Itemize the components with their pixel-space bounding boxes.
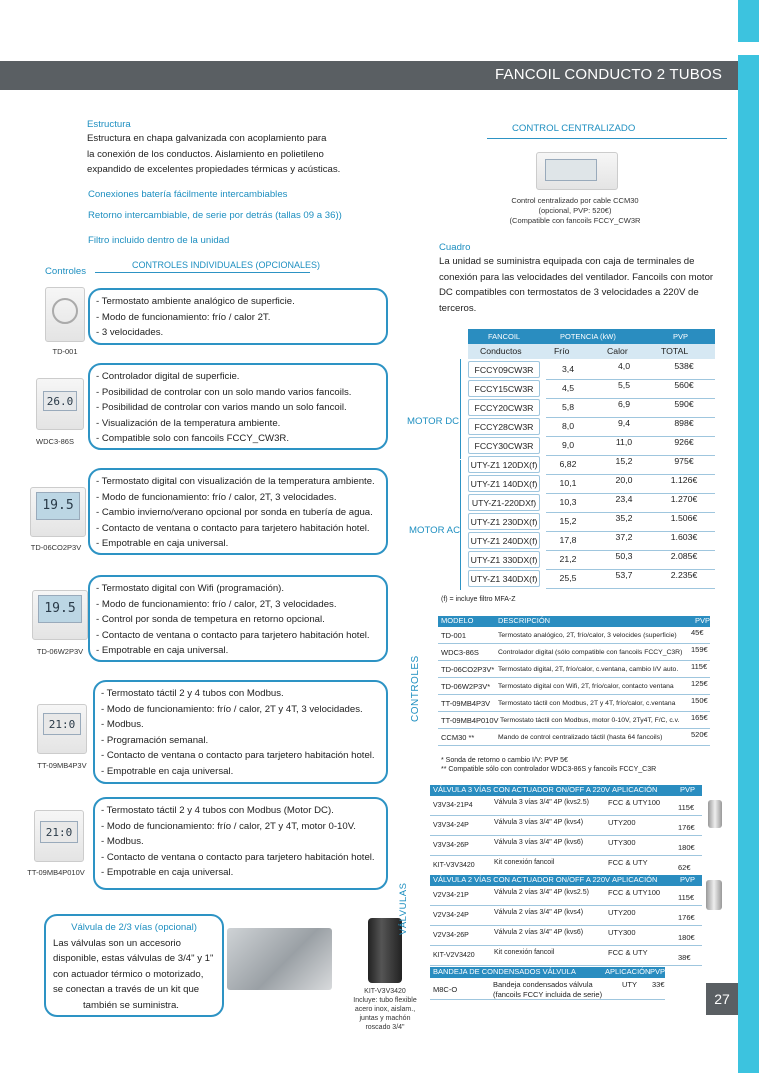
estructura-text: Estructura en chapa galvanizada con acoplamiento para la conexión de los conductos. Aislamiento en polietileno expandido de excelentes propiedades térmicas y acústicas.	[87, 133, 341, 175]
heat-cell: 5,5	[617, 380, 631, 390]
price-cell: 1.603€	[670, 532, 698, 542]
fancoil-row	[468, 456, 715, 473]
valve2-table-header: VÁLVULA 2 VÍAS CON ACTUADOR ON/OFF A 220V APLICACIÓN PVP	[430, 875, 702, 886]
model-cell: FCCY28CW3R	[468, 418, 540, 435]
valve-row	[430, 946, 702, 966]
cold-cell: 17,8	[559, 535, 577, 545]
application-cell: UTY200	[608, 818, 636, 827]
application-cell: FCC & UTY	[608, 948, 648, 957]
cold-cell: 4,5	[561, 383, 575, 393]
price-cell: 62€	[678, 863, 691, 872]
model-cell: UTY-Z1 240DX(f)	[468, 532, 540, 549]
cold-cell: 5,8	[561, 402, 575, 412]
cold-cell: 3,4	[561, 364, 575, 374]
description-cell: Válvula 2 vías 3/4" 4P (kvs4)	[494, 909, 584, 916]
price-cell: 45€	[691, 628, 704, 637]
bandeja-row: M8C-O Bandeja condensados válvula (fancoils FCCY incluida de serie) UTY 33€	[430, 978, 665, 1000]
application-cell: UTY300	[608, 838, 636, 847]
price-cell: 176€	[678, 913, 695, 922]
description-cell: Válvula 3 vías 3/4" 4P (kvs6)	[494, 839, 584, 846]
price-cell: 115€	[691, 662, 708, 671]
fancoil-table-header: FANCOIL POTENCIA (kW) PVP	[468, 329, 715, 344]
model-cell: FCCY20CW3R	[468, 399, 540, 416]
bracket-ac	[460, 460, 461, 590]
model-cell: TD-06W2P3V*	[441, 682, 491, 691]
controles-title: CONTROLES INDIVIDUALES (OPCIONALES)	[132, 260, 321, 270]
model-table-header: MODELO DESCRIPCIÓN PVP	[438, 616, 710, 627]
valve-row	[430, 856, 702, 876]
model-cell: UTY-Z1 140DX(f)	[468, 475, 540, 492]
model-row	[438, 661, 710, 678]
wdc3-86s-caption: WDC3-86S	[36, 437, 74, 446]
fancoil-row	[468, 437, 715, 454]
model-cell: KIT-V2V3420	[433, 952, 475, 959]
model-cell: V2V34-21P	[433, 892, 469, 899]
model-notes: * Sonda de retorno o cambio I/V: PVP 5€ ** Compatible sólo con controlador WDC3-86S y fancoils FCCY_C3R	[441, 757, 657, 773]
divider	[487, 138, 727, 139]
price-cell: 560€	[674, 380, 694, 390]
feature-item: Conexiones batería fácilmente intercambiables	[88, 189, 288, 200]
price-cell: 150€	[691, 696, 708, 705]
model-cell: V3V34-24P	[433, 822, 469, 829]
model-cell: V2V34-26P	[433, 932, 469, 939]
description-cell: Válvula 3 vías 3/4" 4P (kvs4)	[494, 819, 584, 826]
td-001-image	[45, 287, 85, 342]
wdc3-86s-description: - Controlador digital de superficie. - Posibilidad de controlar con un solo mando varios fancoils. - Posibilidad de controlar con varios mando un solo fancoil. - Visualización de la temperatura ambiente. - Compatible solo con fancoils FCCY_CW3R.	[88, 363, 388, 450]
tt-09mb4p010v-image: 21:0	[34, 810, 84, 862]
model-row	[438, 644, 710, 661]
td-06w2p3v-description: - Termostato digital con Wifi (programación). - Modo de funcionamiento: frío / calor, 2T, 3 velocidades. - Control por sonda de tempetura en retorno opcional. - Contacto de ventana o contacto para tarjetero habitación hotel. - Empotrable en caja universal.	[88, 575, 388, 662]
heat-cell: 53,7	[615, 570, 633, 580]
model-cell: V2V34-24P	[433, 912, 469, 919]
model-cell: UTY-Z1-220DXf)	[468, 494, 540, 511]
model-cell: UTY-Z1 230DX(f)	[468, 513, 540, 530]
valve3-table-header: VÁLVULA 3 VÍAS CON ACTUADOR ON/OFF A 220V APLICACIÓN PVP	[430, 785, 702, 796]
model-cell: CCM30 **	[441, 733, 475, 742]
feature-item: Filtro incluido dentro de la unidad	[88, 235, 230, 246]
model-cell: TD-06CO2P3V*	[441, 665, 495, 674]
row-separator	[546, 588, 715, 589]
heat-cell: 4,0	[617, 361, 631, 371]
price-cell: 520€	[691, 730, 708, 739]
wdc3-86s-image: 26.0	[36, 378, 84, 430]
model-row	[438, 712, 710, 729]
price-cell: 115€	[678, 803, 695, 812]
price-cell: 1.126€	[670, 475, 698, 485]
price-cell: 165€	[691, 713, 708, 722]
fancoil-row	[468, 532, 715, 549]
price-cell: 115€	[678, 893, 695, 902]
heat-cell: 9,4	[617, 418, 631, 428]
kit-hose-image	[368, 918, 402, 983]
cold-cell: 10,1	[559, 478, 577, 488]
td-06co2p3v-caption: TD-06CO2P3V	[30, 543, 82, 552]
model-cell: TD-001	[441, 631, 467, 640]
fancoil-row	[468, 513, 715, 530]
fancoil-row	[468, 475, 715, 492]
tt-09mb4p010v-description: - Termostato táctil 2 y 4 tubos con Modbus (Motor DC). - Modo de funcionamiento: frío / calor, 2T y 4T, motor 0-10V. - Modbus. - Contacto de ventana o contacto para tarjetero habitación hotel. - Empotrable en caja universal.	[93, 797, 388, 890]
controles-side-label: CONTROLES	[410, 655, 421, 722]
bandeja-table-header: BANDEJA DE CONDENSADOS VÁLVULA APLICACIÓN PVP	[430, 967, 665, 978]
valve-image	[706, 880, 722, 910]
cold-cell: 6,82	[559, 459, 577, 469]
fancoil-row	[468, 570, 715, 587]
price-cell: 180€	[678, 933, 695, 942]
model-cell: UTY-Z1 120DX(f)	[468, 456, 540, 473]
divider	[95, 272, 310, 273]
tt-09mb4p3v-description: - Termostato táctil 2 y 4 tubos con Modbus. - Modo de funcionamiento: frío / calor, 2T y 4T, 3 velocidades. - Modbus. - Programación semanal. - Contacto de ventana o contacto para tarjetero habitación hotel. - Empotrable en caja universal.	[93, 680, 388, 784]
ccm30-controller-image	[536, 152, 618, 190]
description-cell: Kit conexión fancoil	[494, 859, 555, 866]
heat-cell: 15,2	[615, 456, 633, 466]
price-cell: 159€	[691, 645, 708, 654]
kit-caption: KIT-V3V3420 Incluye: tubo flexible acero inox, aislam., juntas y machón roscado 3/4"	[353, 988, 417, 1031]
price-cell: 2.085€	[670, 551, 698, 561]
heat-cell: 11,0	[615, 437, 633, 447]
td-06co2p3v-image: 19.5	[30, 487, 86, 537]
price-cell: 590€	[674, 399, 694, 409]
price-cell: 538€	[674, 361, 694, 371]
control-central-title: CONTROL CENTRALIZADO	[512, 123, 636, 134]
valve-info-box: Válvula de 2/3 vías (opcional) Las válvulas son un accesorio disponible, estas válvulas de 3/4" y 1" con actuador térmico o motorizado, se conectan a través de un kit que también se suministra.	[44, 914, 224, 1017]
price-cell: 898€	[674, 418, 694, 428]
description-cell: Kit conexión fancoil	[494, 949, 555, 956]
fancoil-row	[468, 551, 715, 568]
model-cell: FCCY09CW3R	[468, 361, 540, 378]
motor-dc-label: MOTOR DC	[407, 416, 460, 427]
price-cell: 180€	[678, 843, 695, 852]
model-cell: UTY-Z1 340DX(f)	[468, 570, 540, 587]
description-cell: Termostato analógico, 2T, frío/calor, 3 velocides (superficie)	[498, 632, 677, 639]
title-banner	[0, 61, 738, 90]
model-cell: UTY-Z1 330DX(f)	[468, 551, 540, 568]
model-row	[438, 695, 710, 712]
feature-item: Retorno intercambiable, de serie por detrás (tallas 09 a 36))	[88, 210, 342, 221]
description-cell: Válvula 3 vías 3/4" 4P (kvs2.5)	[494, 799, 589, 806]
fancoil-row	[468, 380, 715, 397]
controles-label: Controles	[45, 266, 87, 277]
fancoil-table-subheader: Conductos Frío Calor TOTAL	[468, 344, 715, 359]
price-cell: 1.270€	[670, 494, 698, 504]
fancoil-note: (f) = incluye filtro MFA-Z	[441, 596, 516, 603]
heat-cell: 35,2	[615, 513, 633, 523]
model-row	[438, 678, 710, 695]
model-cell: FCCY15CW3R	[468, 380, 540, 397]
cold-cell: 8,0	[561, 421, 575, 431]
model-row	[438, 729, 710, 746]
description-cell: Mando de control centralizado táctil (hasta 64 fancoils)	[498, 734, 663, 741]
tt-09mb4p3v-caption: TT-09MB4P3V	[37, 761, 87, 770]
model-cell: WDC3-86S	[441, 648, 479, 657]
application-cell: UTY300	[608, 928, 636, 937]
model-cell: TT-09MB4P010V	[441, 716, 499, 725]
heat-cell: 6,9	[617, 399, 631, 409]
description-cell: Termostato táctil con Modbus, 2T y 4T, frío/calor, c.ventana	[498, 700, 676, 707]
heat-cell: 50,3	[615, 551, 633, 561]
price-cell: 926€	[674, 437, 694, 447]
td-001-caption: TD-001	[52, 347, 78, 356]
valve-image	[708, 800, 722, 828]
price-cell: 2.235€	[670, 570, 698, 580]
application-cell: FCC & UTY	[608, 858, 648, 867]
td-06w2p3v-caption: TD-06W2P3V	[36, 647, 84, 656]
model-cell: KIT-V3V3420	[433, 862, 475, 869]
valvulas-side-label: VÁLVULAS	[398, 882, 409, 935]
cold-cell: 25,5	[559, 573, 577, 583]
price-cell: 125€	[691, 679, 708, 688]
price-cell: 1.506€	[670, 513, 698, 523]
fancoil-row	[468, 418, 715, 435]
valve-row	[430, 926, 702, 946]
cuadro-text: La unidad se suministra equipada con caja de terminales de conexión para las velocidades del ventilador. Fancoils con motor DC compatibles con termostatos de 3 velocidades a 220V de terceros.	[439, 256, 714, 314]
td-06w2p3v-image: 19.5	[32, 590, 88, 640]
model-row	[438, 627, 710, 644]
cold-cell: 21,2	[559, 554, 577, 564]
bracket-dc	[460, 359, 461, 459]
cold-cell: 9,0	[561, 440, 575, 450]
heat-cell: 20,0	[615, 475, 633, 485]
description-cell: Controlador digital (sólo compatible con fancoils FCCY_C3R)	[498, 649, 683, 656]
td-06co2p3v-description: - Termostato digital con visualización de la temperatura ambiente. - Modo de funcionamiento: frío / calor, 2T, 3 velocidades. - Cambio invierno/verano opcional por sonda en tubería de agua. - Contacto de ventana o contacto para tarjetero habitación hotel. - Empotrable en caja universal.	[88, 468, 388, 555]
valve-row	[430, 836, 702, 856]
price-cell: 38€	[678, 953, 691, 962]
price-cell: 176€	[678, 823, 695, 832]
description-cell: Termostato táctil con Modbus, motor 0-10V, 2Ty4T, F/C, c.v.	[500, 717, 680, 724]
application-cell: FCC & UTY100	[608, 798, 661, 807]
td-001-description: - Termostato ambiente analógico de superficie. - Modo de funcionamiento: frío / calor 2T. - 3 velocidades.	[88, 288, 388, 345]
model-cell: V3V34-21P4	[433, 802, 473, 809]
page-number: 27	[706, 983, 738, 1015]
model-cell: TT-09MB4P3V	[441, 699, 491, 708]
page-title: FANCOIL CONDUCTO 2 TUBOS	[495, 66, 723, 83]
motor-ac-label: MOTOR AC	[409, 525, 460, 536]
tt-09mb4p010v-caption: TT-09MB4P010V	[27, 868, 85, 877]
description-cell: Termostato digital, 2T, frío/calor, c.ventana, cambio I/V auto.	[498, 666, 679, 673]
cuadro-title: Cuadro	[439, 242, 471, 253]
tt-09mb4p3v-image: 21:0	[37, 704, 87, 754]
fancoil-valve-image	[227, 928, 332, 990]
description-cell: Válvula 2 vías 3/4" 4P (kvs2.5)	[494, 889, 589, 896]
side-stripe	[738, 0, 759, 1073]
model-cell: V3V34-26P	[433, 842, 469, 849]
fancoil-row	[468, 494, 715, 511]
control-central-caption: Control centralizado por cable CCM30 (opcional, PVP: 520€) (Compatible con fancoils FCCY_CW3R	[509, 196, 641, 225]
model-cell: FCCY30CW3R	[468, 437, 540, 454]
estructura-title: Estructura	[87, 119, 131, 130]
application-cell: FCC & UTY100	[608, 888, 661, 897]
cold-cell: 10,3	[559, 497, 577, 507]
fancoil-row	[468, 399, 715, 416]
description-cell: Termostato digital con Wifi, 2T, frío/calor, contacto ventana	[498, 683, 674, 690]
fancoil-row	[468, 361, 715, 378]
cold-cell: 15,2	[559, 516, 577, 526]
heat-cell: 23,4	[615, 494, 633, 504]
application-cell: UTY200	[608, 908, 636, 917]
heat-cell: 37,2	[615, 532, 633, 542]
price-cell: 975€	[674, 456, 694, 466]
description-cell: Válvula 2 vías 3/4" 4P (kvs6)	[494, 929, 584, 936]
